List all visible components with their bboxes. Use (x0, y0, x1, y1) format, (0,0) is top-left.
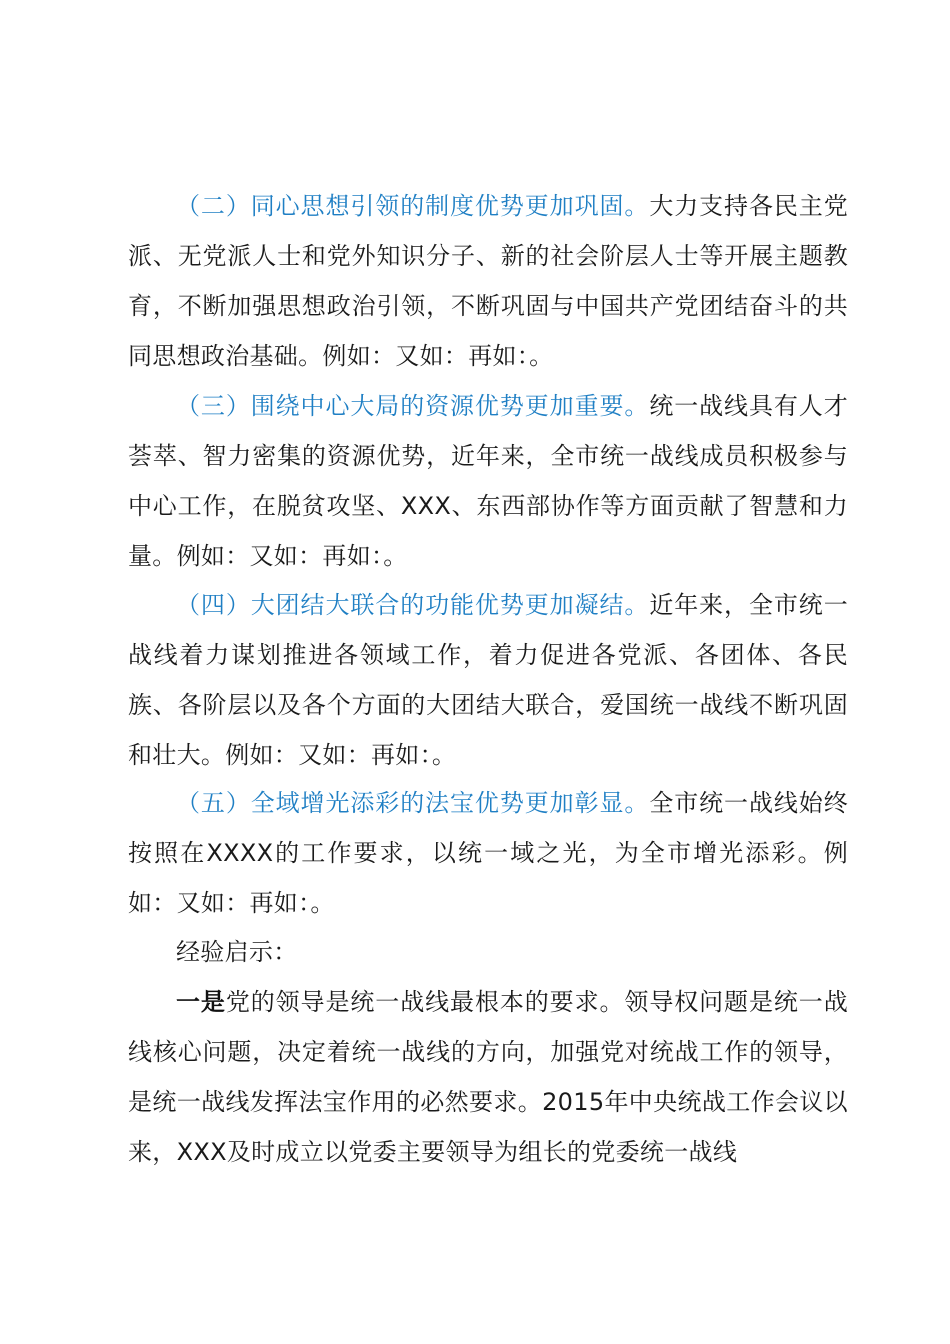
section-two-body: 大力支持各民主党派、无党派人士和党外知识分子、新的社会阶层人士等开展主题教育，不断加强思想政治引领，不断巩固与中国共产党团结奋斗的共同思想政治基础。例如：又如：再如：。 (128, 192, 848, 370)
section-two-heading: （二）同心思想引领的制度优势更加巩固。 (176, 192, 650, 220)
section-four-heading: （四）大团结大联合的功能优势更加凝结。 (176, 591, 650, 619)
section-three-heading: （三）围绕中心大局的资源优势更加重要。 (176, 392, 650, 420)
section-three-paragraph (128, 381, 848, 581)
point-one-lead: 一是 (176, 988, 226, 1016)
point-one-paragraph (128, 977, 848, 1177)
section-five-heading: （五）全域增光添彩的法宝优势更加彰显。 (176, 789, 650, 817)
section-two-paragraph (128, 181, 848, 381)
experience-title: 经验启示： (176, 938, 298, 966)
section-three-body: 统一战线具有人才荟萃、智力密集的资源优势，近年来，全市统一战线成员积极参与中心工作，在脱贫攻坚、XXX、东西部协作等方面贡献了智慧和力量。例如：又如：再如：。 (128, 392, 848, 570)
section-five-paragraph (128, 778, 848, 928)
section-five-body: 全市统一战线始终按照在XXXX的工作要求，以统一域之光，为全市增光添彩。例如：又如：再如：。 (128, 789, 848, 917)
section-four-body: 近年来，全市统一战线着力谋划推进各领域工作，着力促进各党派、各团体、各民族、各阶层以及各个方面的大团结大联合，爱国统一战线不断巩固和壮大。例如：又如：再如：。 (128, 591, 848, 769)
section-four-paragraph (128, 580, 848, 780)
point-one-body: 党的领导是统一战线最根本的要求。领导权问题是统一战线核心问题，决定着统一战线的方向，加强党对统战工作的领导，是统一战线发挥法宝作用的必然要求。2015年中央统战工作会议以来，XXX及时成立以党委主要领导为组长的党委统一战线 (128, 988, 848, 1166)
